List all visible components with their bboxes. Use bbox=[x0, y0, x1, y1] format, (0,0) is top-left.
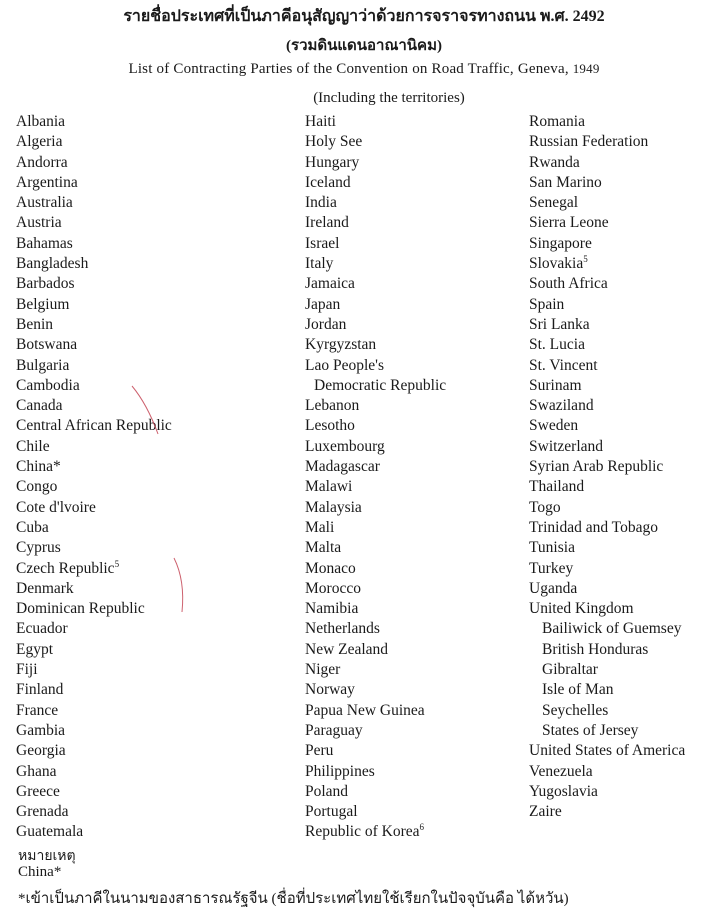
country-item bbox=[16, 640, 172, 660]
english-title bbox=[0, 61, 728, 78]
country-item bbox=[16, 802, 172, 822]
country-item bbox=[529, 599, 685, 619]
country-name: Trinidad and Tobago bbox=[529, 518, 658, 536]
country-name: Belgium bbox=[16, 295, 70, 313]
country-name: Congo bbox=[16, 478, 58, 496]
footnote-ref: 6 bbox=[419, 822, 424, 833]
country-name: Lesotho bbox=[305, 417, 355, 435]
country-name: Cambodia bbox=[16, 376, 80, 394]
country-item bbox=[529, 112, 685, 132]
country-item bbox=[529, 315, 685, 335]
country-item bbox=[16, 701, 172, 721]
country-name: Rwanda bbox=[529, 153, 580, 171]
country-name: India bbox=[305, 194, 337, 212]
country-item bbox=[305, 315, 446, 335]
footnote-ref: 5 bbox=[114, 558, 120, 569]
country-item bbox=[529, 640, 685, 660]
country-name: Syrian Arab Republic bbox=[529, 458, 664, 476]
country-item bbox=[305, 741, 446, 761]
country-name: Greece bbox=[16, 782, 60, 800]
country-item bbox=[305, 782, 446, 802]
country-name: Austria bbox=[16, 214, 62, 232]
country-item bbox=[16, 234, 172, 254]
country-name: Guatemala bbox=[16, 823, 84, 841]
country-item bbox=[305, 579, 446, 599]
country-name: Republic of Korea bbox=[305, 823, 420, 841]
country-name: St. Vincent bbox=[529, 356, 598, 374]
country-item bbox=[16, 741, 172, 761]
country-name: Cote d'lvoire bbox=[16, 498, 96, 516]
country-name: Bangladesh bbox=[16, 255, 89, 273]
country-name: Chile bbox=[16, 437, 50, 455]
country-item bbox=[529, 782, 685, 802]
country-item bbox=[305, 437, 446, 457]
english-subtitle: (Including the territories) bbox=[313, 90, 465, 106]
country-name: Algeria bbox=[16, 133, 63, 151]
country-item bbox=[305, 680, 446, 700]
country-item bbox=[529, 295, 685, 315]
country-item bbox=[16, 680, 172, 700]
country-name: Portugal bbox=[305, 803, 358, 821]
country-item bbox=[529, 254, 685, 274]
country-item bbox=[16, 132, 172, 152]
country-item bbox=[305, 660, 446, 680]
country-item bbox=[529, 477, 685, 497]
country-name: Gibraltar bbox=[542, 661, 598, 679]
country-item bbox=[305, 396, 446, 416]
country-name: Madagascar bbox=[305, 458, 380, 476]
country-name: Egypt bbox=[16, 640, 54, 658]
country-item bbox=[16, 213, 172, 233]
country-name: Barbados bbox=[16, 275, 75, 293]
country-name: Niger bbox=[305, 661, 341, 679]
country-item bbox=[529, 132, 685, 152]
country-name: Sweden bbox=[529, 417, 579, 435]
country-item bbox=[305, 721, 446, 741]
country-item bbox=[16, 782, 172, 802]
country-name: Ghana bbox=[16, 762, 57, 780]
country-name: Zaire bbox=[529, 803, 562, 821]
country-name: Luxembourg bbox=[305, 437, 385, 455]
country-name: St. Lucia bbox=[529, 336, 585, 354]
country-item bbox=[529, 153, 685, 173]
country-name: Canada bbox=[16, 397, 63, 415]
country-name: States of Jersey bbox=[542, 721, 639, 739]
thai-subtitle: (รวมดินแดนอาณานิคม) bbox=[286, 38, 442, 54]
country-item bbox=[16, 498, 172, 518]
country-item bbox=[16, 559, 172, 579]
country-name: Malaysia bbox=[305, 498, 362, 516]
country-item bbox=[529, 680, 685, 700]
country-name: Hungary bbox=[305, 153, 360, 171]
country-name: Georgia bbox=[16, 742, 66, 760]
country-item bbox=[305, 701, 446, 721]
country-item bbox=[305, 213, 446, 233]
country-name: Peru bbox=[305, 742, 334, 760]
country-name: Albania bbox=[16, 113, 66, 130]
country-item bbox=[529, 701, 685, 721]
country-item bbox=[305, 356, 446, 376]
country-name: Tunisia bbox=[529, 539, 575, 557]
country-item bbox=[305, 640, 446, 660]
country-item bbox=[529, 721, 685, 741]
country-item bbox=[16, 721, 172, 741]
country-name: Seychelles bbox=[542, 701, 609, 719]
country-item bbox=[529, 457, 685, 477]
country-name: Mali bbox=[305, 518, 335, 536]
country-item bbox=[16, 356, 172, 376]
country-name: Surinam bbox=[529, 376, 582, 394]
country-item bbox=[305, 295, 446, 315]
country-name: Fiji bbox=[16, 661, 38, 679]
country-name: China bbox=[16, 458, 54, 476]
country-name: Norway bbox=[305, 681, 355, 699]
country-name: Dominican Republic bbox=[16, 600, 145, 618]
country-item bbox=[305, 335, 446, 355]
country-name: Argentina bbox=[16, 173, 78, 191]
country-item bbox=[305, 416, 446, 436]
country-item bbox=[16, 477, 172, 497]
notes-china-item: China* bbox=[18, 864, 62, 880]
country-item bbox=[16, 112, 172, 132]
country-name: Israel bbox=[305, 234, 340, 252]
country-name: Cyprus bbox=[16, 539, 61, 557]
country-name: Finland bbox=[16, 681, 64, 699]
country-item bbox=[529, 356, 685, 376]
country-item bbox=[16, 619, 172, 639]
country-item bbox=[529, 498, 685, 518]
country-name: Bulgaria bbox=[16, 356, 70, 374]
country-item bbox=[305, 112, 446, 132]
country-name: Spain bbox=[529, 295, 565, 313]
country-item bbox=[529, 213, 685, 233]
country-item bbox=[305, 254, 446, 274]
country-name: Russian Federation bbox=[529, 133, 649, 151]
pen-mark-stroke bbox=[128, 384, 168, 444]
country-item bbox=[16, 579, 172, 599]
country-item bbox=[529, 335, 685, 355]
country-item bbox=[529, 193, 685, 213]
country-name: Netherlands bbox=[305, 620, 380, 638]
country-name: United Kingdom bbox=[529, 600, 634, 618]
country-item bbox=[16, 274, 172, 294]
country-item bbox=[305, 762, 446, 782]
country-name: Namibia bbox=[305, 600, 359, 618]
country-item bbox=[529, 762, 685, 782]
country-item bbox=[305, 619, 446, 639]
country-item bbox=[529, 234, 685, 254]
country-name: Australia bbox=[16, 194, 73, 212]
country-item bbox=[305, 132, 446, 152]
country-name: Isle of Man bbox=[542, 681, 614, 699]
country-item bbox=[305, 173, 446, 193]
country-name: United States of America bbox=[529, 742, 686, 760]
country-item bbox=[16, 335, 172, 355]
country-name: Monaco bbox=[305, 559, 356, 577]
country-item bbox=[305, 477, 446, 497]
country-item bbox=[529, 376, 685, 396]
country-name: France bbox=[16, 701, 59, 719]
country-item bbox=[305, 274, 446, 294]
country-name: Yugoslavia bbox=[529, 782, 598, 800]
country-name: Paraguay bbox=[305, 721, 363, 739]
country-name: Benin bbox=[16, 315, 54, 333]
country-name: Togo bbox=[529, 498, 561, 516]
country-name: San Marino bbox=[529, 173, 602, 191]
country-name: New Zealand bbox=[305, 640, 389, 658]
country-name: Senegal bbox=[529, 194, 579, 212]
asterisk-mark: * bbox=[53, 458, 61, 476]
country-name: Cuba bbox=[16, 518, 49, 536]
country-item bbox=[16, 153, 172, 173]
country-item bbox=[529, 518, 685, 538]
country-name: Thailand bbox=[529, 478, 585, 496]
country-item bbox=[305, 802, 446, 822]
country-name: South Africa bbox=[529, 275, 608, 293]
footnote-ref: 5 bbox=[583, 254, 588, 265]
country-item bbox=[529, 538, 685, 558]
country-name: Ireland bbox=[305, 214, 349, 232]
country-column-3 bbox=[529, 112, 685, 822]
country-item bbox=[16, 193, 172, 213]
country-name: Papua New Guinea bbox=[305, 701, 425, 719]
country-item bbox=[529, 274, 685, 294]
country-name: Romania bbox=[529, 113, 585, 130]
pen-mark-bracket bbox=[168, 556, 198, 616]
country-name: Sri Lanka bbox=[529, 315, 590, 333]
country-name: Denmark bbox=[16, 579, 74, 597]
footnote: *เข้าเป็นภาคีในนามของสาธารณรัฐจีน (ชื่อที่ประเทศไทยใช้เรียกในปัจจุบันคือ ได้หวัน) bbox=[18, 891, 569, 907]
country-name: Lao People's bbox=[305, 356, 384, 374]
country-name: Bailiwick of Guemsey bbox=[542, 620, 682, 638]
country-item bbox=[305, 498, 446, 518]
country-name: Kyrgyzstan bbox=[305, 336, 377, 354]
country-item bbox=[16, 295, 172, 315]
country-item bbox=[305, 153, 446, 173]
country-name: Switzerland bbox=[529, 437, 604, 455]
country-name: British Honduras bbox=[542, 640, 649, 658]
country-item bbox=[305, 457, 446, 477]
country-name: Czech Republic bbox=[16, 559, 115, 577]
country-column-1 bbox=[16, 112, 172, 843]
country-name: Bahamas bbox=[16, 234, 73, 252]
country-item bbox=[529, 802, 685, 822]
country-item bbox=[529, 396, 685, 416]
country-name: Ecuador bbox=[16, 620, 68, 638]
country-name: Uganda bbox=[529, 579, 578, 597]
country-item bbox=[16, 660, 172, 680]
country-item bbox=[16, 254, 172, 274]
country-name: Sierra Leone bbox=[529, 214, 609, 232]
country-item bbox=[529, 579, 685, 599]
country-item bbox=[16, 315, 172, 335]
country-item bbox=[529, 660, 685, 680]
country-item bbox=[529, 559, 685, 579]
notes-label: หมายเหตุ bbox=[18, 849, 76, 864]
country-name: Holy See bbox=[305, 133, 363, 151]
country-item bbox=[529, 437, 685, 457]
country-name: Morocco bbox=[305, 579, 361, 597]
country-name: Japan bbox=[305, 295, 341, 313]
country-item bbox=[305, 518, 446, 538]
country-name: Singapore bbox=[529, 234, 592, 252]
country-item bbox=[529, 173, 685, 193]
country-item bbox=[16, 762, 172, 782]
country-name: Central African Republic bbox=[16, 417, 172, 435]
country-item bbox=[305, 234, 446, 254]
country-name: Malawi bbox=[305, 478, 353, 496]
country-item bbox=[305, 538, 446, 558]
country-name: Poland bbox=[305, 782, 349, 800]
country-item bbox=[16, 173, 172, 193]
country-name: Gambia bbox=[16, 721, 66, 739]
country-item bbox=[305, 599, 446, 619]
country-name: Swaziland bbox=[529, 397, 594, 415]
country-item bbox=[529, 416, 685, 436]
country-item bbox=[305, 193, 446, 213]
country-column-2 bbox=[305, 112, 446, 843]
country-item bbox=[16, 599, 172, 619]
country-item bbox=[305, 376, 446, 396]
country-name: Jordan bbox=[305, 315, 347, 333]
country-name: Andorra bbox=[16, 153, 68, 171]
country-item bbox=[16, 538, 172, 558]
country-name: Iceland bbox=[305, 173, 351, 191]
country-item bbox=[16, 457, 172, 477]
country-item bbox=[305, 822, 446, 842]
country-name: Venezuela bbox=[529, 762, 593, 780]
country-name: Lebanon bbox=[305, 397, 360, 415]
country-name: Haiti bbox=[305, 113, 336, 130]
english-title-year: 1949 bbox=[572, 61, 600, 76]
country-name: Grenada bbox=[16, 803, 69, 821]
country-item bbox=[305, 559, 446, 579]
country-name: Slovakia bbox=[529, 255, 584, 273]
english-title-text: List of Contracting Parties of the Convention on Road Traffic, Geneva, bbox=[128, 61, 569, 77]
country-name: Jamaica bbox=[305, 275, 355, 293]
country-item bbox=[16, 822, 172, 842]
country-name: Democratic Republic bbox=[314, 376, 447, 394]
country-name: Italy bbox=[305, 255, 334, 273]
country-item bbox=[529, 741, 685, 761]
thai-title: รายชื่อประเทศที่เป็นภาคีอนุสัญญาว่าด้วยการจราจรทางถนน พ.ศ. 2492 bbox=[123, 8, 605, 25]
country-name: Philippines bbox=[305, 762, 375, 780]
country-name: Malta bbox=[305, 539, 342, 557]
country-name: Turkey bbox=[529, 559, 574, 577]
country-item bbox=[16, 518, 172, 538]
country-name: Botswana bbox=[16, 336, 78, 354]
country-item bbox=[529, 619, 685, 639]
